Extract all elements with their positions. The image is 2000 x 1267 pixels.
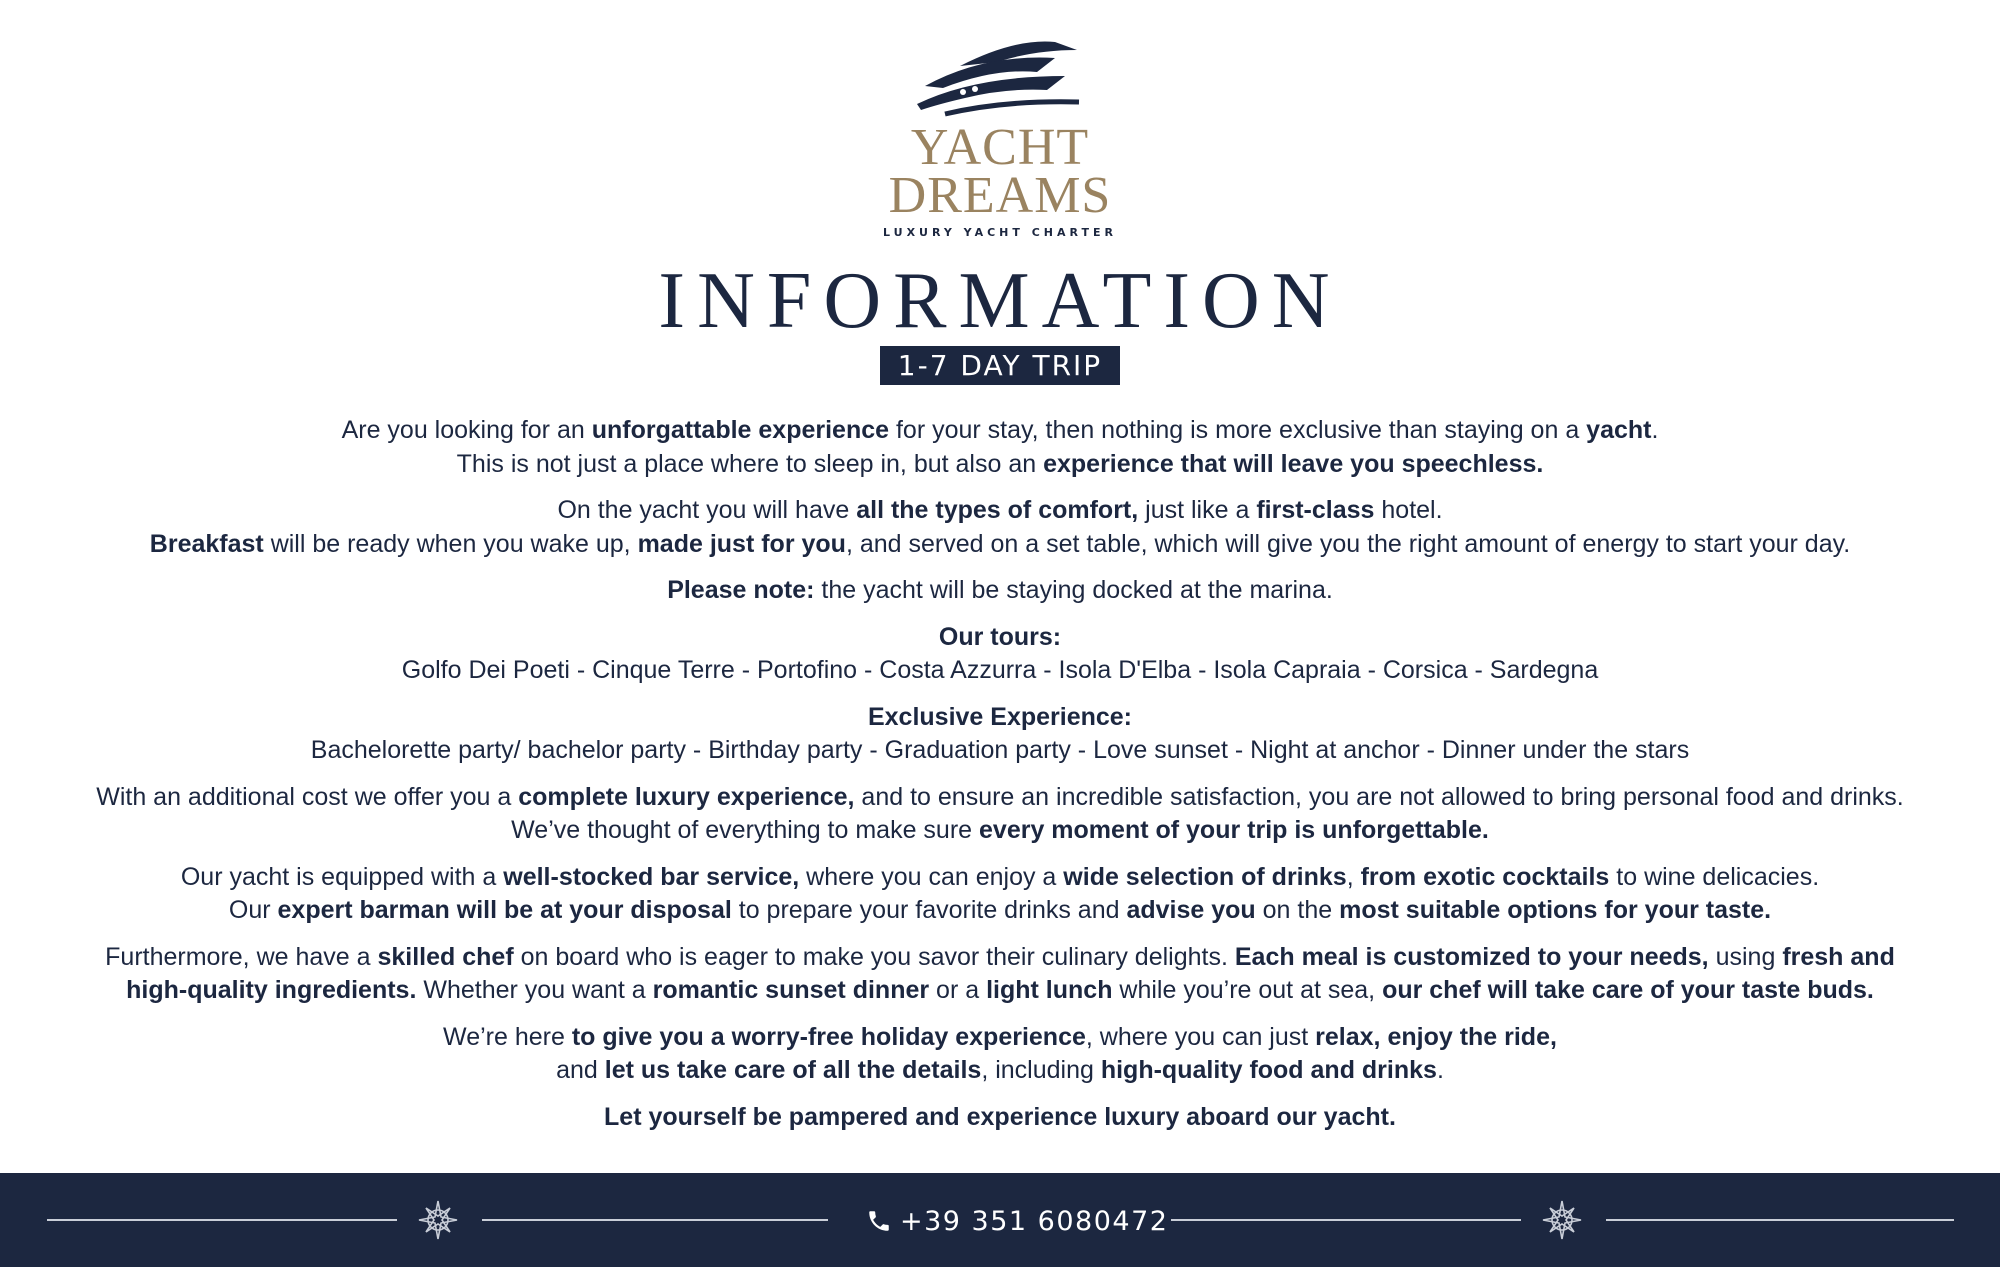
info-paragraph [0,781,2000,848]
text-run: and [556,1056,605,1084]
emphasized-text: Let yourself be pampered and experience luxury aboard our yacht. [604,1102,1396,1131]
emphasized-text: wide selection of drinks [1063,862,1347,891]
emphasized-text: Our tours: [938,622,1062,651]
compass-rose-icon [1541,1199,1583,1241]
emphasized-text: well-stocked bar service, [503,862,800,891]
emphasized-text: to give you a worry-free holiday experience [571,1022,1086,1051]
text-run: , including [981,1056,1101,1084]
emphasized-text: Exclusive Experience: [867,702,1133,731]
text-run: on the [1255,896,1340,924]
brand-name-line1: YACHT [910,119,1090,176]
emphasized-text: unforgattable experience [591,416,890,444]
text-run: On the yacht you will have [557,496,857,524]
emphasized-text: high-quality ingredients. [126,976,417,1004]
text-run: on board who is eager to make you savor their culinary delights. [513,942,1235,971]
compass-rose-icon [417,1199,459,1241]
text-run: Are you looking for an [341,416,592,444]
phone-icon [866,1208,892,1234]
text-run: just like a [1138,496,1257,524]
phone-number[interactable]: +39 351 6080472 [900,1205,1169,1237]
emphasized-text: our chef will take care of your taste buds. [1382,976,1874,1004]
info-paragraph [0,621,2000,688]
text-run: hotel. [1374,496,1443,524]
emphasized-text: expert barman will be at your disposal [277,896,732,924]
emphasized-text: yacht [1586,416,1652,444]
brand-name-line2: DREAMS [888,167,1112,224]
emphasized-text: experience that will leave you speechless. [1043,449,1544,478]
text-run: using [1708,942,1783,971]
info-paragraph [0,414,2000,481]
phone-contact[interactable] [866,1201,1168,1241]
footer-divider-line [1171,1219,1521,1221]
info-paragraph [0,861,2000,928]
emphasized-text: first-class [1256,496,1375,524]
footer-divider-line [47,1219,397,1221]
emphasized-text: Each meal is customized to your needs, [1234,942,1709,971]
emphasized-text: Breakfast [149,529,264,558]
text-run: We’re here [443,1022,572,1051]
emphasized-text: most suitable options for your taste. [1339,896,1772,924]
text-run: to wine delicacies. [1609,862,1820,891]
footer-divider-line [1606,1219,1954,1221]
text-run: to prepare your favorite drinks and [731,896,1127,924]
text-run: or a [929,976,987,1004]
emphasized-text: complete luxury experience, [518,782,855,811]
text-run: Whether you want a [416,976,653,1004]
text-run: and to ensure an incredible satisfaction, you are not allowed to bring personal food and drinks. [854,782,1904,811]
info-paragraph [0,494,2000,561]
emphasized-text: let us take care of all the details [604,1056,982,1084]
text-run: . [1436,1056,1444,1084]
info-paragraph [0,1021,2000,1088]
text-run: , [1346,862,1361,891]
text-run: With an additional cost we offer you a [96,782,519,811]
emphasized-text: high-quality food and drinks [1100,1056,1437,1084]
text-run: the yacht will be staying docked at the marina. [814,576,1333,604]
text-run: , and served on a set table, which will give you the right amount of energy to start your day. [845,529,1851,558]
info-body [0,414,2000,1147]
text-run: where you can enjoy a [799,862,1064,891]
text-run: Golfo Dei Poeti - Cinque Terre - Portofino - Costa Azzurra - Isola D'Elba - Isola Capraia - Corsica - Sardegna [401,656,1599,684]
page-title: INFORMATION [658,257,1342,345]
emphasized-text: fresh and [1782,942,1895,971]
text-run: while you’re out at sea, [1112,976,1383,1004]
brand-tagline: LUXURY YACHT CHARTER [883,226,1117,239]
footer-divider-line [482,1219,828,1221]
info-paragraph [0,941,2000,1008]
text-run: We’ve thought of everything to make sure [511,816,980,844]
emphasized-text: skilled chef [377,942,514,971]
text-run: This is not just a place where to sleep in, but also an [456,449,1044,478]
footer-bar [0,1173,2000,1267]
emphasized-text: all the types of comfort, [856,496,1139,524]
emphasized-text: advise you [1126,896,1256,924]
brand-logo [0,36,2000,239]
text-run: , where you can just [1085,1022,1316,1051]
emphasized-text: made just for you [637,529,846,558]
emphasized-text: relax, enjoy the ride, [1315,1022,1557,1051]
info-paragraph [0,701,2000,768]
text-run: for your stay, then nothing is more exclusive than staying on a [889,416,1587,444]
emphasized-text: Please note: [667,576,815,604]
emphasized-text: from exotic cocktails [1360,862,1610,891]
info-paragraph [0,574,2000,608]
text-run: will be ready when you wake up, [263,529,638,558]
emphasized-text: light lunch [986,976,1113,1004]
emphasized-text: every moment of your trip is unforgettable. [979,816,1489,844]
text-run: Our yacht is equipped with a [180,862,504,891]
info-paragraph [0,1101,2000,1135]
text-run: . [1651,416,1659,444]
text-run: Our [228,896,278,924]
emphasized-text: romantic sunset dinner [652,976,930,1004]
yacht-icon [905,36,1095,118]
trip-duration-badge: 1-7 DAY TRIP [880,346,1120,385]
text-run: Furthermore, we have a [105,942,378,971]
text-run: Bachelorette party/ bachelor party - Birthday party - Graduation party - Love sunset - Night at anchor - Dinner under the stars [310,736,1690,764]
